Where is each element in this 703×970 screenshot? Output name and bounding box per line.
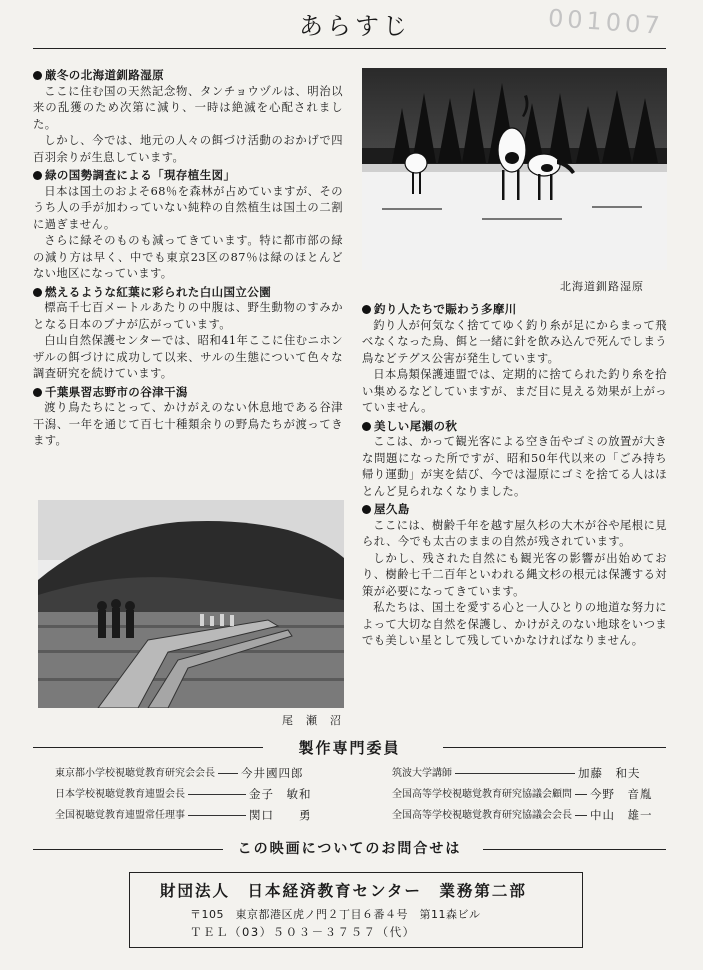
member-org: 全国高等学校視聴覚教育研究協議会会長 [392, 810, 572, 821]
member-name: 今井國四郎 [241, 766, 304, 780]
bullet-icon [33, 171, 42, 180]
member-name: 今野 音胤 [590, 787, 653, 801]
right-column [362, 300, 667, 650]
section-heading: 緑の国勢調査による「現存植生図」 [45, 168, 236, 182]
section-paragraph: ここには、樹齢千年を越す屋久杉の大木が谷や尾根に見られ、今でも太古のままの自然が残されています。 [362, 518, 667, 548]
section-heading: 千葉県習志野市の谷津干潟 [45, 384, 188, 399]
section-hakusan [33, 284, 343, 383]
contact-heading: この映画についてのお問合せは [237, 841, 462, 857]
section-heading: 屋久島 [374, 502, 410, 516]
section-heading: 燃えるような紅葉に彩られた白山国立公園 [45, 284, 272, 299]
section-paragraph: 日本鳥類保護連盟では、定期的に捨てられた釣り糸を拾い集めるなどしていますが、まだ目に見える効果が上がっていません。 [362, 368, 667, 414]
bullet-icon [362, 505, 371, 514]
member-name: 関口 勇 [249, 808, 312, 822]
left-column [33, 66, 343, 450]
title-rule [33, 48, 666, 49]
member-org: 全国視聴覚教育連盟常任理事 [55, 810, 185, 821]
section-tamagawa [362, 301, 667, 417]
archive-stamp: 001007 [547, 4, 665, 40]
bullet-icon [33, 288, 42, 297]
bullet-icon [33, 388, 42, 397]
oze-photo [38, 500, 344, 708]
member-org: 筑波大学講師 [392, 768, 452, 779]
committee-right-list [392, 763, 653, 826]
section-paragraph: 白山自然保護センターでは、昭和41年ここに住むニホンザルの餌づけに成功して以来、サルの生態について色々な調査研究を続けています。 [33, 334, 343, 380]
cranes-caption: 北海道釧路湿原 [560, 280, 644, 293]
section-paragraph: 釣り人が何気なく捨ててゆく釣り糸が足にからまって飛べなくなった鳥、餌と一緒に針を飲み込んで死んでしまう鳥などテグス公害が発生しています。 [362, 318, 667, 365]
member-name: 加藤 和夫 [578, 766, 641, 780]
section-yakushima [362, 501, 667, 650]
section-heading: 美しい尾瀬の秋 [374, 418, 458, 433]
section-heading: 釣り人たちで賑わう多摩川 [374, 302, 517, 316]
leader-line [455, 773, 575, 774]
section-heading: 厳冬の北海道釧路湿原 [45, 68, 164, 82]
bullet-icon [33, 71, 42, 80]
section-paragraph: 渡り鳥たちにとって、かけがえのない休息地である谷津干潟、一年を通じて百七十種類余りの野鳥たちが渡ってきます。 [33, 401, 343, 447]
section-kushiro [33, 67, 343, 166]
section-vegetation-map [33, 167, 343, 283]
section-paragraph: 標高千七百メートルあたりの中腹は、野生動物のすみかとなる日本のブナが広がっています。 [33, 301, 343, 331]
member-org: 東京都小学校視聴覚教育研究会会長 [55, 768, 215, 779]
contact-header [33, 838, 666, 858]
section-paragraph: 日本は国土のおよそ68％を森林が占めていますが、そのうち人の手が加わっていない純粋の自然植生は国土の二割に過ぎません。 [33, 184, 343, 231]
section-oze [362, 418, 667, 501]
page-title: あらすじ [299, 12, 411, 40]
leader-line [188, 794, 246, 795]
leader-line [575, 815, 587, 816]
member-org: 全国高等学校視聴覚教育研究協議会顧問 [392, 789, 572, 800]
member-row [55, 805, 312, 826]
member-name: 中山 雄一 [590, 808, 653, 822]
bullet-icon [362, 305, 371, 314]
oze-caption: 尾 瀬 沼 [282, 714, 342, 727]
contact-phone: ＴＥＬ（03）５０３－３７５７（代） [190, 925, 416, 939]
member-row [392, 805, 653, 826]
committee-header [33, 737, 666, 757]
contact-box [129, 872, 583, 948]
member-row [392, 763, 653, 784]
member-org: 日本学校視聴覚教育連盟会長 [55, 789, 185, 800]
section-paragraph: ここは、かって観光客による空き缶やゴミの放置が大きな問題になった所ですが、昭和50年代以来の「ごみ持ち帰り運動」が実を結び、今では湿原にゴミを捨てる人はほとんど見られなくなりました。 [362, 435, 667, 498]
cranes-photo [362, 68, 667, 270]
member-name: 金子 敏和 [249, 787, 312, 801]
contact-address: 〒105 東京都港区虎ノ門２丁目６番４号 第11森ビル [190, 908, 481, 921]
section-paragraph: 私たちは、国土を愛する心と一人ひとりの地道な努力によって大切な自然を保護し、かけがえのない地球をいつまでも美しい星として残していかなければなりません。 [362, 601, 667, 647]
bullet-icon [362, 422, 371, 431]
member-row [55, 763, 312, 784]
section-paragraph: ここに住む国の天然記念物、タンチョウヅルは、明治以来の乱獲のため次第に減り、一時は絶滅を心配されました。 [33, 84, 343, 131]
contact-organization: 財団法人 日本経済教育センター 業務第二部 [160, 882, 527, 900]
section-yatsu [33, 384, 343, 450]
section-paragraph: さらに緑そのものも減ってきています。特に都市部の緑の減り方は早く、中でも東京23区の87％は緑のほとんどない地区になっています。 [33, 234, 343, 280]
leader-line [188, 815, 246, 816]
leader-line [218, 773, 238, 774]
member-row [392, 784, 653, 805]
committee-title: 製作専門委員 [298, 739, 401, 757]
committee-left-list [55, 763, 312, 826]
leader-line [575, 794, 587, 795]
section-paragraph: しかし、今では、地元の人々の餌づけ活動のおかげで四百羽余りが生息しています。 [33, 134, 343, 164]
member-row [55, 784, 312, 805]
section-paragraph: しかし、残された自然にも観光客の影響が出始めており、樹齢七千二百年といわれる縄文杉の根元は保護する対策が必要になってきています。 [362, 551, 667, 598]
